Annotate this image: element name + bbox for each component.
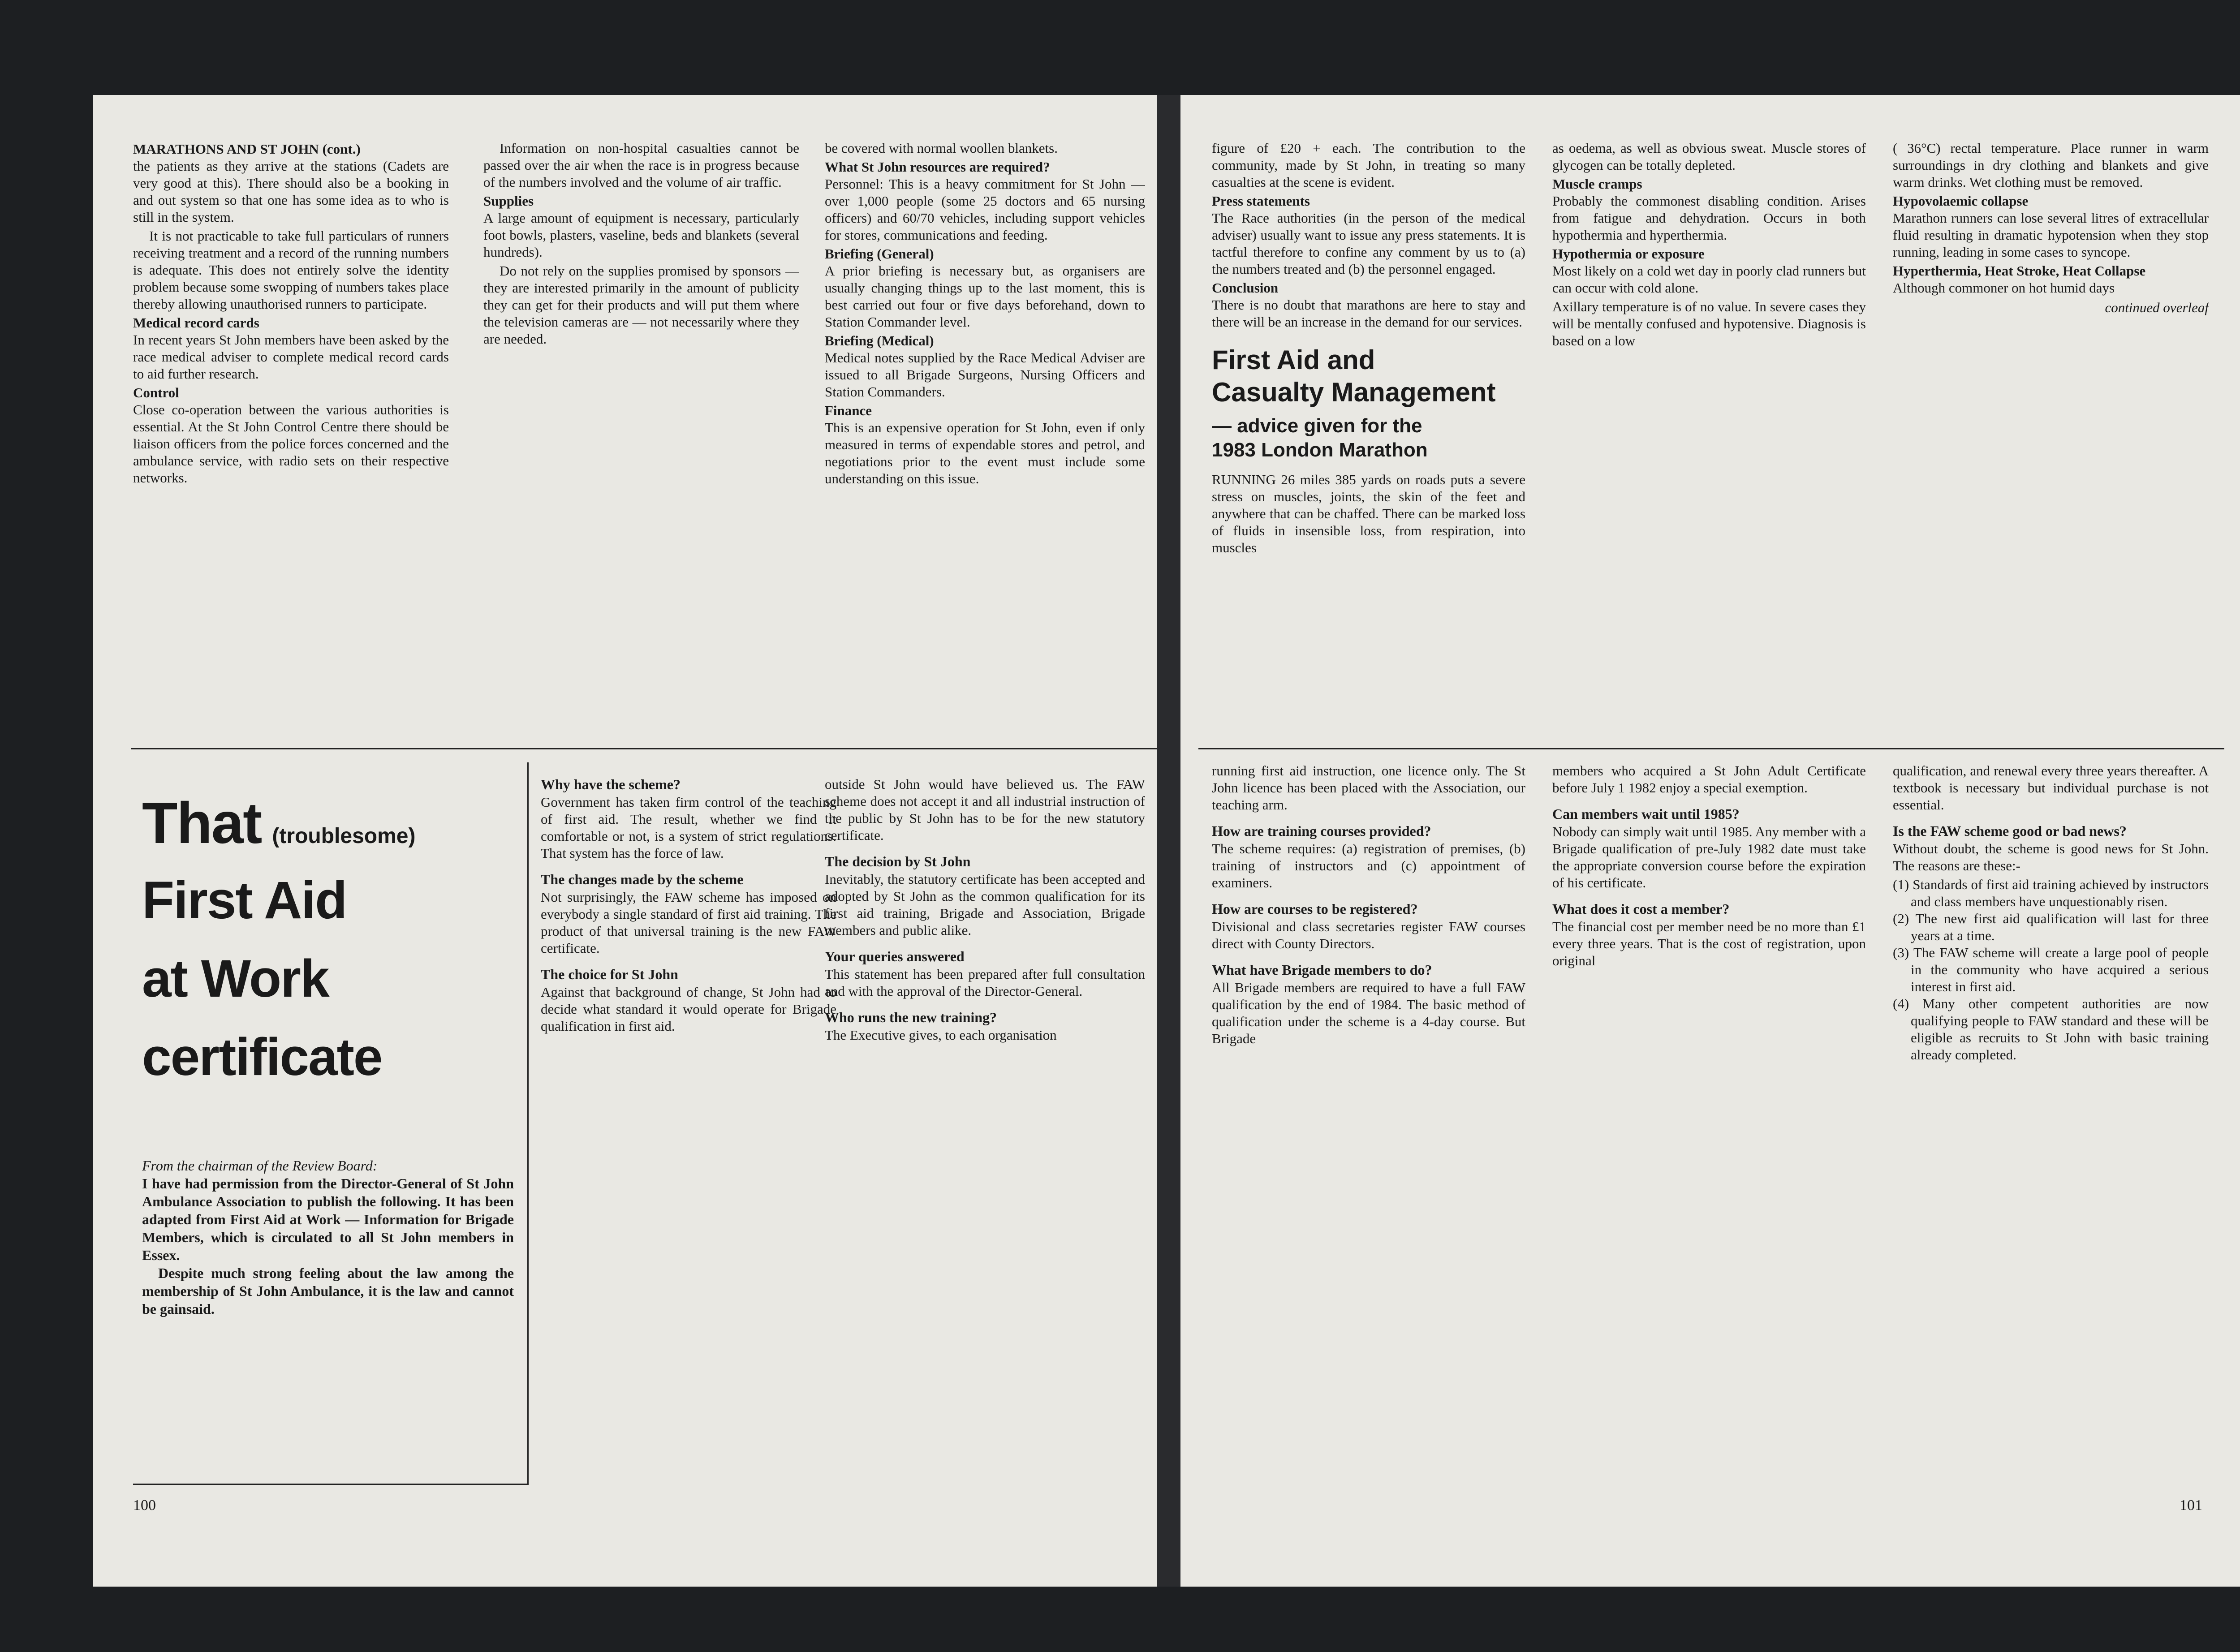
subheading: What does it cost a member? [1552,901,1730,917]
paragraph: Divisional and class secretaries register FAW courses direct with County Directors. [1212,919,1525,951]
paragraph: Close co-operation between the various authorities is essential. At the St John Control Centre there should be liaison officers from the police forces concerned and the ambulance service, with radio sets on their respective networks. [133,402,449,486]
intro-text: I have had permission from the Director-General of St John Ambulance Association to publish the following. It has been adapted from First Aid at Work — Information for Brigade Members, which is circulated to all St John members in Essex. [142,1175,514,1263]
faw-right-col-2 [1552,762,1866,1479]
subheading: Hypothermia or exposure [1552,246,1705,262]
reasons-list [1893,876,2209,1063]
list-item: (4) Many other competent authorities are now qualifying people to FAW standard and these will be eligible as recruits to St John with basic training already completed. [1893,996,2209,1063]
subheading: Control [133,385,179,400]
paragraph: Nobody can simply wait until 1985. Any member with a Brigade qualification of pre-July 1982 date must take the appropriate conversion course before the expiration of his certificate. [1552,824,1866,891]
paragraph: be covered with normal woollen blankets. [825,140,1058,156]
subheading: How are courses to be registered? [1212,901,1418,917]
marathon-right-col-1 [1212,140,1525,776]
paragraph: as oedema, as well as obvious sweat. Muscle stores of glycogen can be totally depleted. [1552,140,1866,173]
right-page [1180,95,2240,1587]
subheading: Medical record cards [133,315,259,331]
continued-note: continued overleaf [2105,300,2209,315]
list-item: (1) Standards of first aid training achieved by instructors and class members have unquestionably risen. [1893,877,2209,909]
paragraph: The financial cost per member need be no more than £1 every three years. That is the cost of registration, upon original [1552,919,1866,968]
paragraph: the patients as they arrive at the stations (Cadets are very good at this). There should also be a booking in and out system so that one has some idea as to who is still in the system. [133,158,449,225]
subheading: Your queries answered [825,948,965,964]
paragraph: This is an expensive operation for St John, even if only measured in terms of expendable stores and petrol, and negotiations prior to the event must include some understanding on this issue. [825,420,1145,486]
marathon-col-3 [825,140,1145,812]
subheading: Is the FAW scheme good or bad news? [1893,823,2127,839]
paragraph: running first aid instruction, one licence only. The St John licence has been placed with the Association, our teaching arm. [1212,763,1525,813]
paragraph: Axillary temperature is of no value. In severe cases they will be mentally confused and hypotensive. Diagnosis is based on a low [1552,299,1866,348]
paragraph: figure of £20 + each. The contribution to the community, made by St John, in treating so many casualties at the scene is evident. [1212,140,1525,190]
paragraph: Without doubt, the scheme is good news for St John. The reasons are these:- [1893,841,2209,873]
paragraph: Inevitably, the statutory certificate has been accepted and adopted by St John as the common qualification for its first aid training, Brigade and Association, Brigade members and public alike. [825,871,1145,938]
paragraph: RUNNING 26 miles 385 yards on roads puts a severe stress on muscles, joints, the skin of the feet and anywhere that can be chaffed. There can be marked loss of fluids in insensible loss, from respiration, into muscles [1212,472,1525,555]
gutter [1157,95,1180,1587]
faw-col-1 [541,776,836,1484]
faw-right-col-3 [1893,762,2209,1479]
list-item: (2) The new first aid qualification will last for three years at a time. [1893,911,2209,943]
subheading: Finance [825,403,872,418]
paragraph: A large amount of equipment is necessary, particularly foot bowls, plasters, vaseline, beds and blankets (several hundreds). [483,210,799,260]
subheading: Supplies [483,193,534,209]
section-heading: MARATHONS AND ST JOHN (cont.) [133,141,361,157]
faw-col-2 [825,776,1145,1484]
left-page [93,95,1157,1587]
subheading: The changes made by the scheme [541,871,744,887]
paragraph: Do not rely on the supplies promised by sponsors — they are interested primarily in the amount of publicity they can get for their products and will put them where the television cameras are — not necessarily where they are needed. [483,263,799,347]
paragraph: members who acquired a St John Adult Certificate before July 1 1982 enjoy a special exemption. [1552,763,1866,796]
paragraph: Information on non-hospital casualties cannot be passed over the air when the race is in progress because of the numbers involved and the volume of air traffic. [483,140,799,190]
subheading: Why have the scheme? [541,776,681,792]
paragraph: Although commoner on hot humid days [1893,280,2115,296]
paragraph: All Brigade members are required to have a full FAW qualification by the end of 1984. The basic method of qualification under the scheme is a 4-day course. But Brigade [1212,980,1525,1046]
subheading: Hyperthermia, Heat Stroke, Heat Collapse [1893,263,2146,279]
subheading: Press statements [1212,193,1310,209]
paragraph: It is not practicable to take full particulars of runners receiving treatment and a record of the running numbers is adequate. This does not entirely solve the identity problem because some swopping of numbers takes place thereby allowing unauthorised runners to participate. [133,228,449,312]
intro-text-2: Despite much strong feeling about the law among the membership of St John Ambulance, it is the law and cannot be gainsaid. [142,1265,514,1317]
paragraph: In recent years St John members have been asked by the race medical adviser to complete medical record cards to aid further research. [133,332,449,382]
faw-title-box [133,762,529,1485]
subheading: The decision by St John [825,853,971,869]
subheading: The choice for St John [541,966,678,982]
paragraph: This statement has been prepared after full consultation and with the approval of the Director-General. [825,966,1145,999]
page-number: 100 [133,1497,156,1514]
subheading: Conclusion [1212,280,1279,296]
paragraph: Most likely on a cold wet day in poorly clad runners but can occur with cold alone. [1552,263,1866,296]
faw-title-line-3: at Work [142,949,329,1008]
paragraph: A prior briefing is necessary but, as organisers are usually changing things up to the last moment, this is best carried out four or five days beforehand, down to Station Commander level. [825,263,1145,330]
subheading: Briefing (General) [825,246,934,262]
paragraph: There is no doubt that marathons are here to stay and there will be an increase in the demand for our services. [1212,297,1525,330]
page-number: 101 [2180,1497,2202,1514]
faw-intro [142,1157,514,1470]
paragraph: The Executive gives, to each organisation [825,1027,1057,1043]
subheading: Can members wait until 1985? [1552,806,1740,822]
marathon-col-1 [133,140,449,812]
subheading: Who runs the new training? [825,1009,997,1025]
subheading: Muscle cramps [1552,176,1642,192]
paragraph: Not surprisingly, the FAW scheme has imposed on everybody a single standard of first aid training. The product of that universal training is the new FAW certificate. [541,889,836,956]
paragraph: qualification, and renewal every three years thereafter. A textbook is necessary but individual purchase is not essential. [1893,763,2209,813]
paragraph: The scheme requires: (a) registration of premises, (b) training of instructors and (c) appointment of examiners. [1212,841,1525,891]
subheading: What have Brigade members to do? [1212,962,1432,978]
intro-byline: From the chairman of the Review Board: [142,1157,378,1174]
paragraph: Marathon runners can lose several litres of extracellular fluid resulting in dramatic hypotension when they stop running, leading in some cases to syncope. [1893,210,2209,260]
paragraph: outside St John would have believed us. The FAW scheme does not accept it and all industrial instruction of the public by St John has to be for the new statutory certificate. [825,776,1145,843]
paragraph: Personnel: This is a heavy commitment for St John — over 1,000 people (some 25 doctors and 65 nursing officers) and 60/70 vehicles, including support vehicles for stores, communications and feeding. [825,176,1145,243]
subheading: Hypovolaemic collapse [1893,193,2029,209]
paragraph: The Race authorities (in the person of the medical adviser) usually want to issue any press statements. It is tactful therefore to confine any comment by us to (a) the numbers treated and (b) the personnel engaged. [1212,210,1525,277]
paragraph: ( 36°C) rectal temperature. Place runner in warm surroundings in dry clothing and blankets and give warm drinks. Wet clothing must be removed. [1893,140,2209,190]
subheading: Briefing (Medical) [825,333,934,348]
section-divider [1198,748,2224,749]
faw-title-line-4: certificate [142,1028,382,1087]
subheading: What St John resources are required? [825,159,1050,175]
marathon-right-col-3 [1893,140,2209,776]
paragraph: Against that background of change, St John had to decide what standard it would operate for Brigade qualification in first aid. [541,984,836,1034]
feature-title-line-2: Casualty Management [1212,377,1496,407]
faw-title-line-1: That (troublesome) [142,790,416,856]
feature-subtitle-2: 1983 London Marathon [1212,439,1428,461]
section-divider [131,748,1157,749]
subheading: How are training courses provided? [1212,823,1431,839]
marathon-right-col-2 [1552,140,1866,776]
paragraph: Medical notes supplied by the Race Medical Adviser are issued to all Brigade Surgeons, Nursing Officers and Station Commanders. [825,350,1145,400]
marathon-col-2 [483,140,799,812]
feature-title [1212,344,1525,462]
list-item: (3) The FAW scheme will create a large pool of people in the community who have acquired a serious interest in first aid. [1893,945,2209,994]
faw-title-line-2: First Aid [142,871,347,930]
feature-subtitle-1: — advice given for the [1212,415,1422,437]
faw-right-col-1 [1212,762,1525,1479]
paragraph: Government has taken firm control of the teaching of first aid. The result, whether we find it comfortable or not, is a system of strict regulations. That system has the force of law. [541,794,836,861]
feature-title-line-1: First Aid and [1212,345,1375,375]
paragraph: Probably the commonest disabling condition. Arises from fatigue and dehydration. Occurs in both hypothermia and hyperthermia. [1552,193,1866,243]
